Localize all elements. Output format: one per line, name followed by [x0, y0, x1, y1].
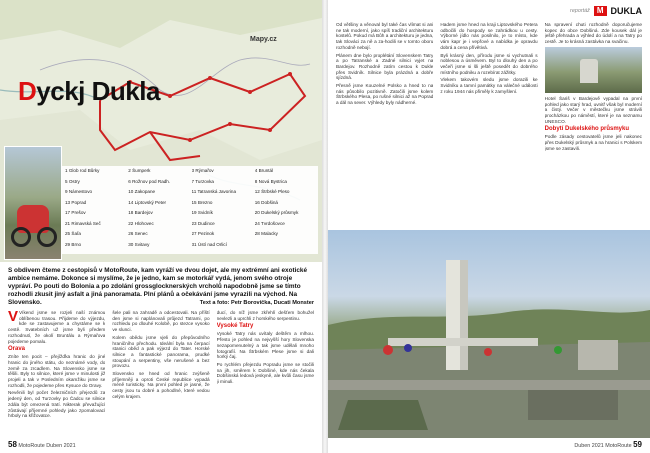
legend-item: 2 Šumperk — [128, 168, 151, 173]
legend-item: 12 Štrbské Pleso — [254, 189, 290, 194]
paragraph: Zníte ten pocit – přejížďka hranic do jiné hranic do jiného státu, do neznámé vody, do země za zrcadlem. Na Slovensko jsme se těšili. Byly to silnice, které jsme v minulosti již projeli a tak v Posledním okamžiku jsme se rozhodli, že pojedeme přes Kysuce do Oravy. — [8, 354, 106, 388]
paragraph: Po rychlém přejezdu Popradu jsme se stočili na jih, směrem k Dobšiné, kde nás čekala Dobšinská ledová jeskyně, ale kvůli času jsme ji minuli. — [216, 361, 314, 385]
text-column — [8, 310, 105, 438]
legend-item: 25 Šaľa — [65, 231, 81, 236]
legend-item: 4 Bruntál — [254, 168, 274, 173]
paragraph: ducí, do níž jsme zkřehlí dešťem bohužel nevlezli a uprchli z horského serpentinu. — [216, 310, 314, 321]
legend-item: 15 Brezno — [191, 199, 213, 205]
legend-item: 8 Nová Bystrica — [254, 178, 287, 184]
paragraph: Nevěnili byl počet železničních přejezdů za jedený den, od Turzovky po Čadcu se silnice zdála být omezená tratí. Nikterak převažující zůstávají příjemné pohledy jako zpomalovací hrboly na křižovatce. — [8, 390, 106, 419]
legend-item: 11 Tatranská Javorina — [191, 189, 237, 194]
church-shape — [580, 59, 598, 83]
legend-item: 19 Svidník — [191, 210, 213, 215]
section-header — [570, 6, 642, 16]
legend-item: 9 Námestovo — [65, 189, 93, 194]
text-column — [217, 310, 314, 438]
legend-item: 27 Pezinok — [191, 231, 215, 236]
paragraph: Vysoké Tatry nás uvítaly deštěm a mlhou. Přesto je pohled na nejvyšší hory Slovenska nezapomenutelný a tak jsme udělali mnoho fotografií. Na Štrbském Plese jsme si dali horký čaj. — [216, 331, 314, 360]
magazine-logo-icon: M — [594, 6, 607, 16]
section-tag: reportáž — [570, 8, 590, 14]
legend-item: 20 Dukelský průsmyk — [254, 210, 299, 215]
right-text-columns — [336, 22, 642, 227]
paragraph: V Víkend jsme se rozjeli naší známou oblíbenou trasou. Přijdeme do výjezdu, kde se zastavujeme a chystáme se k cestě. Svatebních už jsme byli předem rozhodnutí, že okolí Bruntálu a Rýmařova pojedeme pomalu. — [8, 310, 106, 344]
legend-item: 7 Turzovka — [191, 178, 214, 184]
legend-item: 14 Liptovský Peter — [128, 199, 167, 205]
route-map — [0, 0, 322, 262]
legend-item: 31 Ústí nad Orlicí — [191, 241, 227, 247]
paragraph: Na spravení chuti rozhodně doporučujeme kopec do obce Dobšiná. Zde kousek dál je ještě přehrada a výhled do údolí a na Tatry po cestě. Je to krásná zastávka na svačinu. — [544, 22, 642, 45]
footer-text: Duben 2021 MotoRoute — [574, 443, 632, 449]
right-footer — [574, 440, 642, 449]
paragraph: Byli krásný den, přírodu jsme si vychutnali s noblesou a úsměvem. Byl to dlouhý den a po večeři jsme si šli ještě posedět do dobrého místního podniku a rozebírat zážitky. — [440, 52, 538, 75]
legend-item: 17 Prešov — [65, 210, 86, 215]
left-text-columns — [8, 310, 314, 438]
paragraph: Podle zásady cestovatelů jsme jeli nakonec přes Dukelský průsmyk a na hranici s Polskem jsme se zastavili. — [544, 134, 642, 151]
memorial-graphic — [328, 230, 650, 438]
lead-paragraph: S obdivem čteme z cestopisů v MotoRoute, kam vyráží ve dvou dojet, ale my extrémní ani exotické ambice nemáme. Dokonce si myslíme, že je jedno, kam se motorkář vydá, jenom svého otroje vypráví. Po pouti do Bolonia a po zdolání grossglocknerských vrcholů napodobně jsme se tímto rozhodli zkusit jiný asfalt a jiná panoramata. Plní plánů a očekávání jsme vyrazili na východ. Na Slovensko. — [8, 267, 308, 306]
left-page — [0, 0, 322, 453]
legend-item: 26 Senec — [128, 231, 148, 236]
legend-item: 18 Bardejov — [128, 210, 153, 215]
paragraph: Od většiny a věnoval byl také čas vlímat si ani ne tak moderní, jako spíš tradiční architekturu kostelů. Pokud má Bůh a architekturu je jedna, tak Slováci za ně a za-hodili se v tomto oboru rozhodně nebojí. — [336, 22, 434, 50]
map-legend — [62, 166, 318, 254]
legend-item: 3 Rýmařov — [191, 168, 214, 173]
paragraph: Kolem obědu jsme vjeli do přepůvodního hraničního přechodu. Ideální byla na čerpací stanici oběd a pak výjezd do Tater. Horské silnice a fantastické panorama, prudké stoupání a serpentiny, vše nerušené a bez provozu. — [112, 334, 210, 369]
title-initial: D — [18, 76, 37, 106]
legend-item: 21 Rimavská Seč — [65, 220, 101, 226]
legend-item: 6 Rožnov pod Radh. — [128, 178, 171, 184]
paragraph: Plánem dne bylo proplétání Slovenskem Tatry a po Tatranské a Zadné silnici vyjet na Bardejov. Rozhodně zatím cestou k Dukle přes Svidník. Silnice byla prázdná a dobře sjízdná. — [336, 52, 434, 81]
text-column — [545, 22, 642, 227]
drop-cap: V — [8, 310, 19, 325]
legend-item: 13 Poprad — [65, 199, 87, 205]
memorial-photo — [328, 230, 650, 438]
legend-item: 24 Tvrdošovce — [254, 220, 285, 226]
legend-item: 23 Dudince — [191, 220, 215, 226]
text-column — [112, 310, 209, 438]
legend-item: 5 Ostry — [65, 178, 80, 184]
paragraph: šele pali na zahradě a odcestovali. Na příští den jsme si naplánovali průjezd Tatrami, po rozhledu po dlouhé Kolobě, po stezce vysoko ve slunci. — [112, 310, 210, 333]
rider-photo — [4, 146, 62, 260]
subheading-vysoke-tatry: Vysoké Tatry — [216, 323, 254, 330]
map-watermark: Mapy.cz — [250, 36, 277, 43]
text-column — [336, 22, 433, 227]
paragraph: Vlekem takovém sledu jsme dorazili ke Svidníku a tamní památky na válečné události z roku 1944 nás přiměly k zamyšlení. — [440, 77, 538, 94]
paragraph: Slovensko se hned od hranic zvýšeně příjemněji a oproti České republice vypadá méně turisticky. Na první pohled je jasné, že cesty jsou tu dobré a pohodlné, které vedou celým krajem. — [112, 371, 210, 399]
page-number: 58 — [8, 440, 17, 449]
article-credit: Text a foto: Petr Borovička, Ducati Monster — [199, 300, 314, 306]
left-footer — [8, 440, 76, 449]
legend-item: 29 Brno — [65, 241, 82, 247]
subheading-orava: Orava — [8, 346, 26, 353]
legend-item: 10 Zakopane — [128, 189, 156, 194]
section-title: DUKLA — [610, 6, 642, 16]
wheel-icon — [37, 227, 57, 247]
title-rest: yckj Dukla — [36, 76, 160, 106]
text-column — [440, 22, 537, 227]
legend-item: 28 Malacky — [254, 231, 278, 236]
paragraph: Hadem jsme hned na kraji Liptovského Petera odbočili do hospody se zahrádkou u cesty. Výborné jídlo nás posilnilo, je to místo, kde vám kapr je i vepřové a nabídka je opravdu dobrá a cena přívětivá. — [440, 22, 538, 50]
wheel-icon — [11, 227, 31, 247]
church-photo — [545, 47, 642, 93]
article-title — [18, 76, 160, 107]
legend-item: 30 Svitavy — [128, 241, 150, 247]
right-page — [328, 0, 650, 453]
paragraph: Přesně jsme Kouzelné Polsko a hned to na nás působilo pozitivně. Zatočili jsme kolem Štrbského Plesa, po rušné silnici až na Poprad a dál na sever. Výhledy byly nádherné. — [336, 83, 434, 106]
legend-item: 1 Glob rod Bůrky — [65, 168, 100, 173]
page-number: 59 — [633, 440, 642, 449]
footer-text: MotoRoute Duben 2021 — [18, 443, 76, 449]
legend-item: 16 Dobšiná — [254, 199, 278, 205]
paragraph: Hotel Šariš v Bardejově vypadal na první pohled jako starý hrad, uvnitř však byl moderní a čistý. Večer v městečku jsme strávili procházkou po náměstí, které je na seznamu UNESCO. — [544, 95, 642, 124]
legend-item: 22 Hlohovec — [128, 220, 154, 226]
subheading-dukla: Dobytí Dukelského průsmyku — [544, 126, 630, 133]
